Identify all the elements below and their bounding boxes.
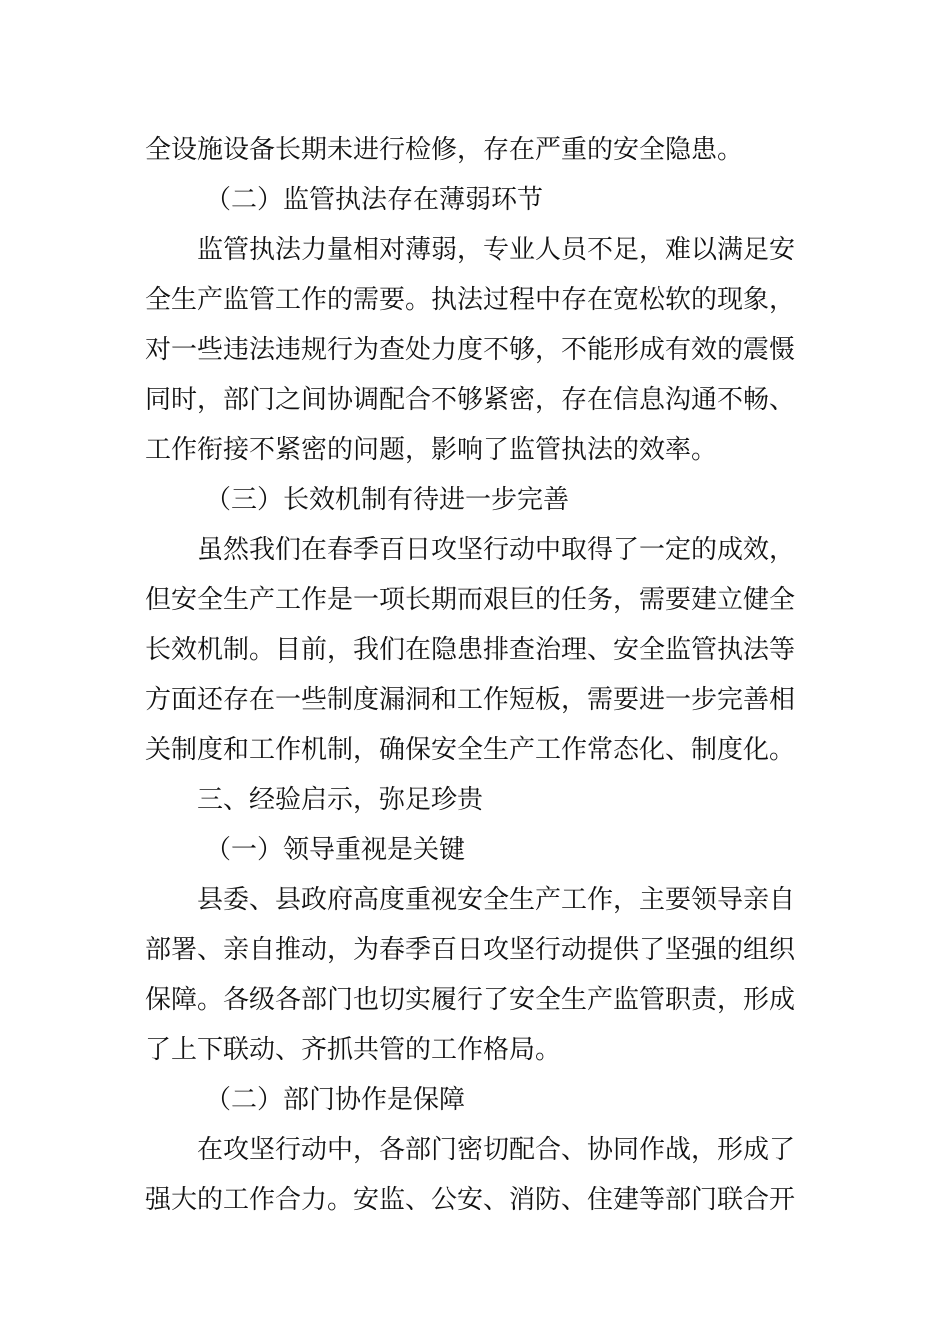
- body-text-line: 长效机制。目前，我们在隐患排查治理、安全监管执法等: [145, 635, 796, 665]
- body-text-line: 对一些违法违规行为查处力度不够，不能形成有效的震慑: [145, 335, 796, 365]
- body-text-line: 但安全生产工作是一项长期而艰巨的任务，需要建立健全: [145, 585, 796, 615]
- subheading-2: （二）部门协作是保障: [205, 1085, 466, 1115]
- body-text-line: 工作衔接不紧密的问题，影响了监管执法的效率。: [145, 435, 718, 465]
- body-text-line: 同时，部门之间协调配合不够紧密，存在信息沟通不畅、: [145, 385, 796, 415]
- body-text-line: 了上下联动、齐抓共管的工作格局。: [145, 1035, 562, 1065]
- body-text-line: 全设施设备长期未进行检修，存在严重的安全隐患。: [145, 135, 744, 165]
- body-text-line: 保障。各级各部门也切实履行了安全生产监管职责，形成: [145, 985, 796, 1015]
- subheading-1: （一）领导重视是关键: [205, 835, 466, 865]
- body-text-line: 监管执法力量相对薄弱，专业人员不足，难以满足安: [197, 235, 796, 265]
- body-text-line: 强大的工作合力。安监、公安、消防、住建等部门联合开: [145, 1185, 796, 1215]
- body-text-line: 在攻坚行动中，各部门密切配合、协同作战，形成了: [197, 1135, 796, 1165]
- section-heading: 三、经验启示，弥足珍贵: [197, 785, 484, 815]
- subheading-3: （三）长效机制有待进一步完善: [205, 485, 570, 515]
- body-text-line: 方面还存在一些制度漏洞和工作短板，需要进一步完善相: [145, 685, 796, 715]
- body-text-line: 部署、亲自推动，为春季百日攻坚行动提供了坚强的组织: [145, 935, 796, 965]
- body-text-line: 全生产监管工作的需要。执法过程中存在宽松软的现象，: [145, 285, 796, 315]
- body-text-line: 关制度和工作机制，确保安全生产工作常态化、制度化。: [145, 735, 796, 765]
- body-text-line: 县委、县政府高度重视安全生产工作，主要领导亲自: [197, 885, 796, 915]
- body-text-line: 虽然我们在春季百日攻坚行动中取得了一定的成效，: [197, 535, 796, 565]
- subheading-2: （二）监管执法存在薄弱环节: [205, 185, 544, 215]
